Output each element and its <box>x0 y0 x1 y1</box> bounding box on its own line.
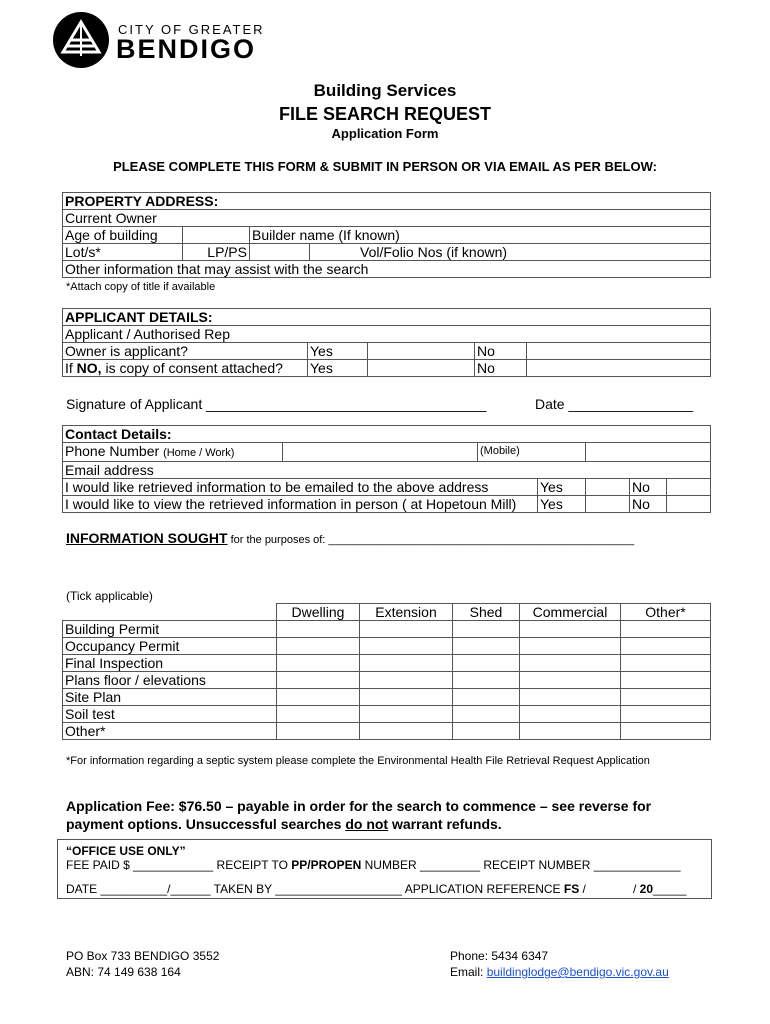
consent-yes-box[interactable] <box>368 360 475 377</box>
emailed-yes-label: Yes <box>538 479 586 496</box>
tick-box[interactable] <box>520 638 621 655</box>
row-label: Building Permit <box>63 621 277 638</box>
inperson-yes-box[interactable] <box>586 496 630 513</box>
property-heading: PROPERTY ADDRESS: <box>63 193 711 210</box>
col-dwelling: Dwelling <box>277 604 360 621</box>
signature-line[interactable]: Signature of Applicant ____________________________________ <box>66 396 487 412</box>
fee-line-2: payment options. Unsuccessful searches do not warrant refunds. <box>66 816 502 832</box>
tick-box[interactable] <box>453 723 520 740</box>
builder-name-field[interactable] <box>465 227 711 244</box>
col-shed: Shed <box>453 604 520 621</box>
emailed-option-label: I would like retrieved information to be emailed to the above address <box>63 479 538 496</box>
form-title: FILE SEARCH REQUEST <box>278 104 492 124</box>
tick-box[interactable] <box>453 706 520 723</box>
tick-box[interactable] <box>360 723 453 740</box>
tick-box[interactable] <box>453 621 520 638</box>
tick-box[interactable] <box>360 638 453 655</box>
tick-box[interactable] <box>360 689 453 706</box>
row-label: Soil test <box>63 706 277 723</box>
tick-box[interactable] <box>520 706 621 723</box>
tick-box[interactable] <box>453 655 520 672</box>
tick-box[interactable] <box>277 621 360 638</box>
footer-right <box>450 948 669 980</box>
footer-left <box>66 948 219 980</box>
emailed-no-label: No <box>630 479 667 496</box>
tick-box[interactable] <box>621 723 711 740</box>
current-owner-field[interactable]: Current Owner <box>63 210 711 227</box>
property-address-table <box>62 192 711 278</box>
row-site-plan <box>63 689 711 706</box>
phone-label: Phone Number (Home / Work) <box>63 443 283 462</box>
mobile-field[interactable] <box>586 443 711 462</box>
applicant-details-table <box>62 308 711 377</box>
tick-box[interactable] <box>621 621 711 638</box>
applicant-heading: APPLICANT DETAILS: <box>63 309 711 326</box>
office-date-line[interactable]: DATE __________/______ TAKEN BY ___________________ APPLICATION REFERENCE FS / <box>66 882 586 896</box>
row-plans <box>63 672 711 689</box>
owner-no-box[interactable] <box>527 343 711 360</box>
tick-box[interactable] <box>277 706 360 723</box>
row-label: Plans floor / elevations <box>63 672 277 689</box>
lots-label: Lot/s* <box>63 244 183 261</box>
tick-box[interactable] <box>360 655 453 672</box>
tick-box[interactable] <box>621 655 711 672</box>
date-line[interactable]: Date ________________ <box>535 396 694 412</box>
city-logo-emblem <box>53 12 109 68</box>
owner-yes-label: Yes <box>308 343 368 360</box>
tick-box[interactable] <box>277 655 360 672</box>
phone-field[interactable] <box>283 443 478 462</box>
tick-box[interactable] <box>277 689 360 706</box>
row-final-inspection <box>63 655 711 672</box>
tick-box[interactable] <box>621 638 711 655</box>
tick-box[interactable] <box>277 638 360 655</box>
other-info-field[interactable]: Other information that may assist with the search <box>63 261 711 278</box>
emailed-yes-box[interactable] <box>586 479 630 496</box>
footer-phone: Phone: 5434 6347 <box>450 949 549 963</box>
builder-name-label: Builder name (If known) <box>250 227 465 244</box>
tick-box[interactable] <box>453 638 520 655</box>
form-subtitle: Application Form <box>331 126 439 141</box>
consent-label: If NO, is copy of consent attached? <box>63 360 308 377</box>
col-commercial: Commercial <box>520 604 621 621</box>
owner-yes-box[interactable] <box>368 343 475 360</box>
tick-box[interactable] <box>277 723 360 740</box>
abn: ABN: 74 149 638 164 <box>66 965 181 979</box>
septic-note: *For information regarding a septic system please complete the Environmental Health File Retrieval Request Application <box>66 755 650 767</box>
tick-box[interactable] <box>520 655 621 672</box>
row-other <box>63 723 711 740</box>
row-label: Occupancy Permit <box>63 638 277 655</box>
tick-box[interactable] <box>453 689 520 706</box>
tick-box[interactable] <box>621 689 711 706</box>
row-occupancy-permit <box>63 638 711 655</box>
inperson-option-label: I would like to view the retrieved information in person ( at Hopetoun Mill) <box>63 496 538 513</box>
row-label: Other* <box>63 723 277 740</box>
row-soil-test <box>63 706 711 723</box>
row-label: Site Plan <box>63 689 277 706</box>
inperson-no-box[interactable] <box>667 496 711 513</box>
lpps-label: LP/PS <box>183 244 250 261</box>
tick-box[interactable] <box>621 706 711 723</box>
authorised-rep-field[interactable]: Applicant / Authorised Rep <box>63 326 711 343</box>
contact-heading: Contact Details: <box>63 426 711 443</box>
footer-email-line: Email: buildinglodge@bendigo.vic.gov.au <box>450 965 669 979</box>
fee-line-1: Application Fee: $76.50 – payable in order for the search to commence – see reverse for <box>66 798 652 814</box>
email-link[interactable]: buildinglodge@bendigo.vic.gov.au <box>486 965 669 979</box>
owner-applicant-label: Owner is applicant? <box>63 343 308 360</box>
title-note: *Attach copy of title if available <box>66 281 216 293</box>
tick-box[interactable] <box>520 723 621 740</box>
email-field[interactable]: Email address <box>63 462 711 479</box>
tick-applicable-label: (Tick applicable) <box>66 589 153 603</box>
logo-city-text: CITY OF GREATER <box>118 22 265 37</box>
tick-box[interactable] <box>360 672 453 689</box>
tick-box[interactable] <box>520 689 621 706</box>
lpps-field[interactable] <box>250 244 310 261</box>
info-sought-table <box>62 603 711 740</box>
po-box: PO Box 733 BENDIGO 3552 <box>66 949 220 963</box>
age-of-building-field[interactable] <box>183 227 250 244</box>
inperson-no-label: No <box>630 496 667 513</box>
col-other: Other* <box>621 604 711 621</box>
age-of-building-label: Age of building <box>63 227 183 244</box>
office-use-box <box>57 839 712 899</box>
info-sought-line[interactable]: INFORMATION SOUGHT for the purposes of: __________________________________________________ <box>66 530 635 546</box>
tick-box[interactable] <box>520 672 621 689</box>
consent-no-label: No <box>475 360 527 377</box>
owner-no-label: No <box>475 343 527 360</box>
col-extension: Extension <box>360 604 453 621</box>
consent-yes-label: Yes <box>308 360 368 377</box>
tick-box[interactable] <box>520 621 621 638</box>
tick-box[interactable] <box>360 706 453 723</box>
inperson-yes-label: Yes <box>538 496 586 513</box>
emailed-no-box[interactable] <box>667 479 711 496</box>
volfolio-label: Vol/Folio Nos (if known) <box>310 244 711 261</box>
row-label: Final Inspection <box>63 655 277 672</box>
tick-box[interactable] <box>621 672 711 689</box>
instructions: PLEASE COMPLETE THIS FORM & SUBMIT IN PERSON OR VIA EMAIL AS PER BELOW: <box>113 159 657 174</box>
fee-paid-line[interactable]: FEE PAID $ ____________ RECEIPT TO PP/PROPEN NUMBER _________ RECEIPT NUMBER _____________ <box>66 858 681 872</box>
office-use-heading: “OFFICE USE ONLY” <box>66 844 186 858</box>
tick-box[interactable] <box>453 672 520 689</box>
tick-box[interactable] <box>360 621 453 638</box>
office-year-line[interactable]: / 20_____ <box>633 882 687 896</box>
tick-box[interactable] <box>277 672 360 689</box>
contact-details-table <box>62 425 711 513</box>
row-building-permit <box>63 621 711 638</box>
consent-no-box[interactable] <box>527 360 711 377</box>
logo-name-text: BENDIGO <box>116 34 257 64</box>
mobile-label: (Mobile) <box>478 443 586 462</box>
page-title: Building Services <box>313 81 457 100</box>
